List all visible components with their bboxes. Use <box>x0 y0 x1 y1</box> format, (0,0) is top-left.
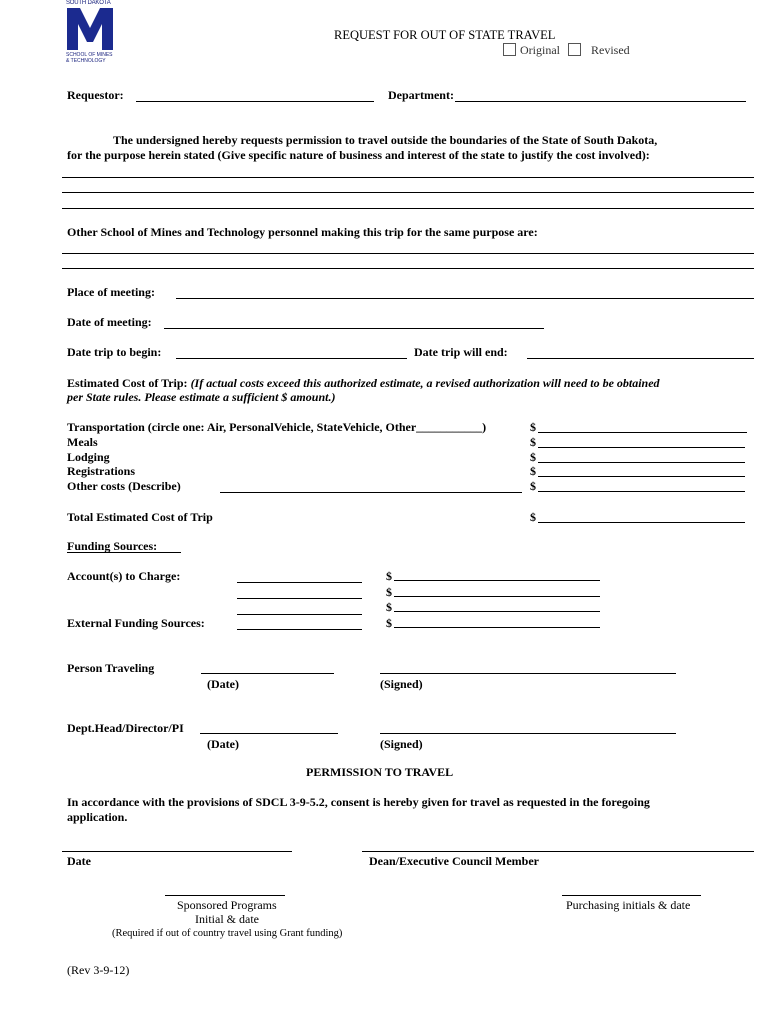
place-field[interactable] <box>176 298 754 299</box>
estimate-note-2: per State rules. Please estimate a sufficient $ amount.) <box>67 390 336 404</box>
sponsored-initial-field[interactable] <box>165 895 285 896</box>
logo-sub-text-2: & TECHNOLOGY <box>66 58 106 64</box>
dollar-sign: $ <box>530 510 536 524</box>
signed-caption: (Signed) <box>380 677 423 691</box>
registrations-amount-field[interactable] <box>538 476 745 477</box>
total-label: Total Estimated Cost of Trip <box>67 510 213 524</box>
dollar-sign: $ <box>530 450 536 464</box>
dollar-sign: $ <box>530 435 536 449</box>
original-label: Original <box>520 43 560 57</box>
purchasing-label: Purchasing initials & date <box>566 898 691 912</box>
dean-signature-field[interactable] <box>362 851 754 852</box>
other-costs-label: Other costs (Describe) <box>67 479 181 493</box>
date-begin-field[interactable] <box>176 358 407 359</box>
meals-amount-field[interactable] <box>538 447 745 448</box>
permission-date-field[interactable] <box>62 851 292 852</box>
estimate-note-1: (If actual costs exceed this authorized estimate, a revised authorization will need to be obtained <box>190 376 660 390</box>
date-end-label: Date trip will end: <box>414 345 508 359</box>
school-logo <box>66 0 118 66</box>
estimate-label: Estimated Cost of Trip: <box>67 376 188 390</box>
purpose-text-2: for the purpose herein stated (Give specific nature of business and interest of the state to justify the cost involved): <box>67 148 650 162</box>
funding-heading: Funding Sources: <box>67 539 158 553</box>
meals-label: Meals <box>67 435 98 449</box>
logo-m-icon <box>67 8 113 50</box>
purpose-line[interactable] <box>62 208 754 209</box>
date-meeting-label: Date of meeting: <box>67 315 152 329</box>
dollar-sign: $ <box>530 479 536 493</box>
personnel-line[interactable] <box>62 253 754 254</box>
date-meeting-field[interactable] <box>164 328 544 329</box>
permission-text-1: In accordance with the provisions of SDCL 3-9-5.2, consent is hereby given for travel as requested in the foregoing <box>67 795 650 809</box>
permission-text-2: application. <box>67 810 128 824</box>
registrations-label: Registrations <box>67 464 135 478</box>
lodging-label: Lodging <box>67 450 110 464</box>
date-begin-label: Date trip to begin: <box>67 345 162 359</box>
transportation-label: Transportation (circle one: Air, PersonalVehicle, StateVehicle, Other___________) <box>67 420 487 434</box>
dollar-sign: $ <box>530 464 536 478</box>
sponsored-initial-label: Initial & date <box>195 912 259 926</box>
place-label: Place of meeting: <box>67 285 155 299</box>
revised-label: Revised <box>591 43 630 57</box>
revision-label: (Rev 3-9-12) <box>67 963 130 977</box>
other-costs-amount-field[interactable] <box>538 491 745 492</box>
purpose-text-1: The undersigned hereby requests permission to travel outside the boundaries of the State of South Dakota, <box>113 133 658 147</box>
logo-sub-text-1: SCHOOL OF MINES <box>66 52 113 58</box>
permission-date-label: Date <box>67 854 91 868</box>
dollar-sign: $ <box>386 585 392 599</box>
department-label: Department: <box>388 88 454 102</box>
account-field[interactable] <box>237 582 362 583</box>
dept-head-label: Dept.Head/Director/PI <box>67 721 184 735</box>
accounts-label: Account(s) to Charge: <box>67 569 181 583</box>
account-amount-field[interactable] <box>394 596 600 597</box>
original-checkbox[interactable] <box>503 43 516 56</box>
person-signature-field[interactable] <box>380 673 676 674</box>
dept-head-date-field[interactable] <box>200 733 338 734</box>
external-funding-field[interactable] <box>237 629 362 630</box>
revised-checkbox[interactable] <box>568 43 581 56</box>
dollar-sign: $ <box>386 616 392 630</box>
other-personnel-label: Other School of Mines and Technology personnel making this trip for the same purpose are: <box>67 225 538 239</box>
funding-heading-underline <box>67 552 181 553</box>
option-original[interactable] <box>503 43 560 58</box>
lodging-amount-field[interactable] <box>538 462 745 463</box>
requestor-field[interactable] <box>136 101 374 102</box>
dean-label: Dean/Executive Council Member <box>369 854 539 868</box>
personnel-line[interactable] <box>62 268 754 269</box>
sponsored-programs-label: Sponsored Programs <box>177 898 277 912</box>
account-field[interactable] <box>237 598 362 599</box>
account-amount-field[interactable] <box>394 611 600 612</box>
dept-head-signature-field[interactable] <box>380 733 676 734</box>
grant-note: (Required if out of country travel using Grant funding) <box>112 928 343 939</box>
permission-heading: PERMISSION TO TRAVEL <box>306 765 454 779</box>
dollar-sign: $ <box>386 569 392 583</box>
department-field[interactable] <box>455 101 746 102</box>
other-costs-description-field[interactable] <box>220 492 522 493</box>
external-funding-label: External Funding Sources: <box>67 616 205 630</box>
purpose-line[interactable] <box>62 192 754 193</box>
requestor-label: Requestor: <box>67 88 124 102</box>
signed-caption: (Signed) <box>380 737 423 751</box>
purchasing-initial-field[interactable] <box>562 895 701 896</box>
option-revised[interactable] <box>568 43 630 58</box>
logo-top-text: SOUTH DAKOTA <box>66 0 111 6</box>
date-caption: (Date) <box>207 677 239 691</box>
person-traveling-label: Person Traveling <box>67 661 155 675</box>
purpose-line[interactable] <box>62 177 754 178</box>
account-amount-field[interactable] <box>394 580 600 581</box>
dollar-sign: $ <box>530 420 536 434</box>
estimate-heading <box>67 376 660 391</box>
dollar-sign: $ <box>386 600 392 614</box>
person-date-field[interactable] <box>201 673 334 674</box>
account-field[interactable] <box>237 614 362 615</box>
date-caption: (Date) <box>207 737 239 751</box>
total-amount-field[interactable] <box>538 522 745 523</box>
external-amount-field[interactable] <box>394 627 600 628</box>
transportation-amount-field[interactable] <box>538 432 747 433</box>
form-title: REQUEST FOR OUT OF STATE TRAVEL <box>334 28 556 42</box>
date-end-field[interactable] <box>527 358 754 359</box>
